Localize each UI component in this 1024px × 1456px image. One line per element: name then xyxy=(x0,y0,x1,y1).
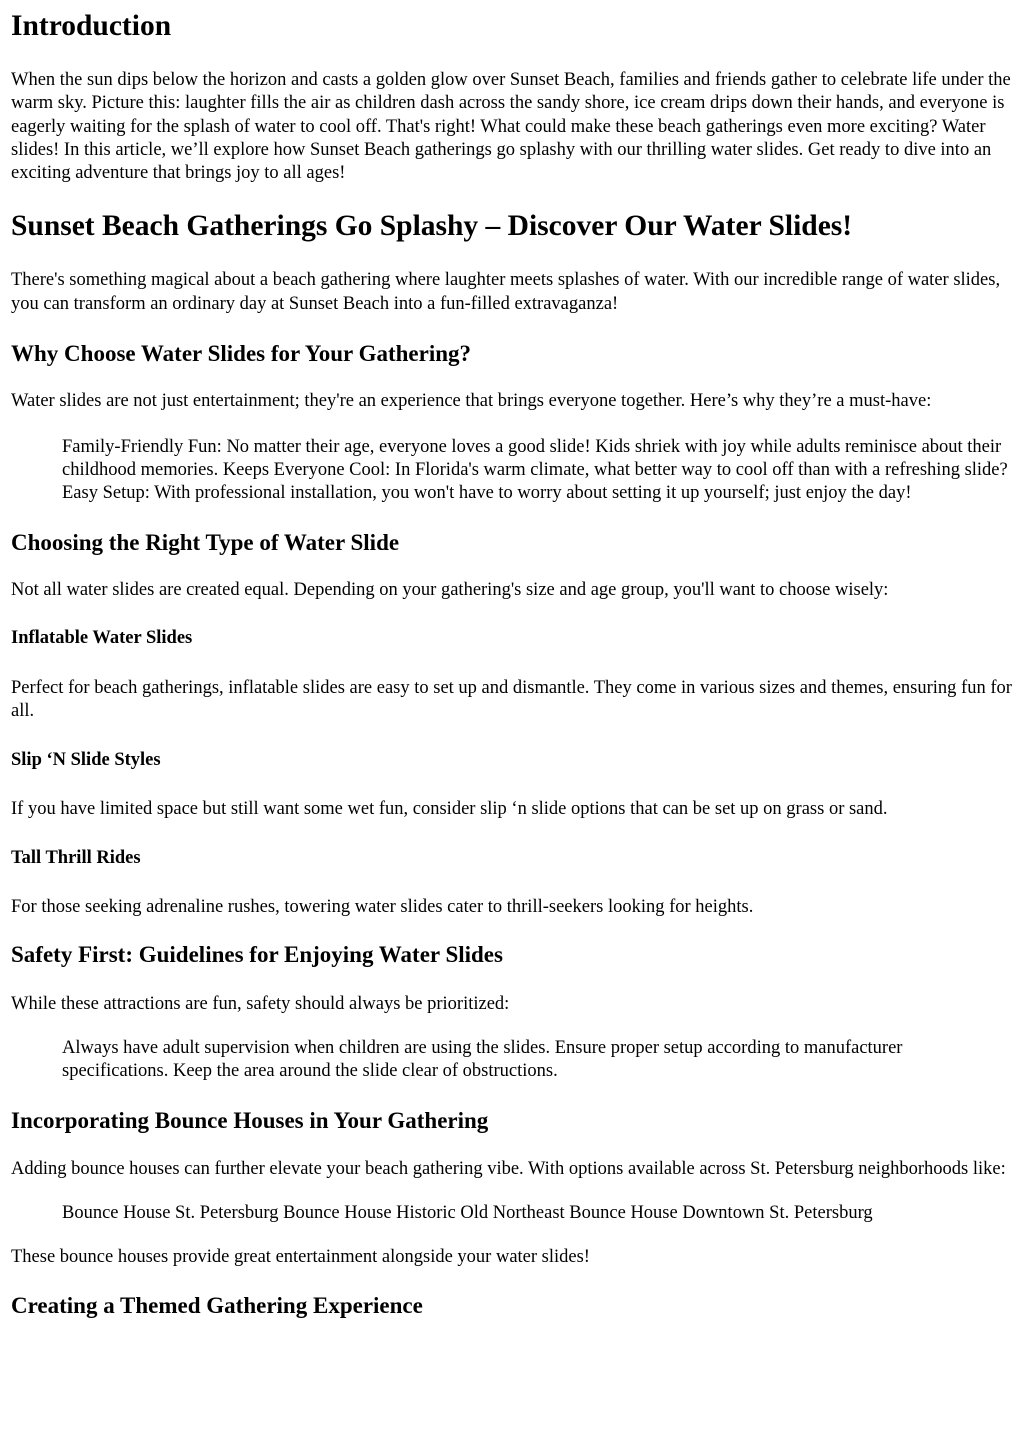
tall-paragraph: For those seeking adrenaline rushes, towering water slides cater to thrill-seekers looking for heights. xyxy=(11,896,754,917)
slip-paragraph: If you have limited space but still want some wet fun, consider slip ‘n slide options that can be set up on grass or sand. xyxy=(11,799,888,820)
slip-heading: Slip ‘N Slide Styles xyxy=(11,750,161,771)
tall-heading: Tall Thrill Rides xyxy=(11,847,141,868)
choosing-heading: Choosing the Right Type of Water Slide xyxy=(11,529,400,555)
why-heading: Why Choose Water Slides for Your Gathering? xyxy=(11,340,472,366)
inflatable-paragraph: Perfect for beach gatherings, inflatable slides are easy to set up and dismantle. They come in various sizes and themes, ensuring fun for all. xyxy=(11,677,1012,721)
choosing-paragraph: Not all water slides are created equal. Depending on your gathering's size and age group, you'll want to choose wisely: xyxy=(11,579,889,600)
main-paragraph: There's something magical about a beach gathering where laughter meets splashes of water. With our incredible range of water slides, you can transform an ordinary day at Sunset Beach into a fun-filled extravaganza! xyxy=(11,270,1001,314)
why-list-block: Family-Friendly Fun: No matter their age, everyone loves a good slide! Kids shriek with joy while adults reminisce about their childhood memories. Keeps Everyone Cool: In Florida's warm climate, what better way to cool off than with a refreshing slide? Easy Setup: With professional installation, you won't have to worry about setting it up yourself; just enjoy the day! xyxy=(62,436,1008,504)
safety-paragraph: While these attractions are fun, safety should always be prioritized: xyxy=(11,993,510,1014)
bounce-paragraph: Adding bounce houses can further elevate your beach gathering vibe. With options available across St. Petersburg neighborhoods like: xyxy=(11,1159,1006,1180)
main-heading: Sunset Beach Gatherings Go Splashy – Discover Our Water Slides! xyxy=(11,210,853,243)
intro-heading: Introduction xyxy=(11,10,172,42)
bounce-list-block: Bounce House St. Petersburg Bounce House Historic Old Northeast Bounce House Downtown St. Petersburg xyxy=(62,1203,873,1224)
article-page xyxy=(0,10,1024,1319)
safety-list-block: Always have adult supervision when children are using the slides. Ensure proper setup according to manufacturer specifications. Keep the area around the slide clear of obstructions. xyxy=(62,1038,903,1082)
bounce-heading: Incorporating Bounce Houses in Your Gathering xyxy=(11,1107,489,1133)
intro-paragraph: When the sun dips below the horizon and casts a golden glow over Sunset Beach, families and friends gather to celebrate life under the warm sky. Picture this: laughter fills the air as children dash across the sandy shore, ice cream drips down their hands, and everyone is eagerly waiting for the splash of water to cool off. That's right! What could make these beach gatherings even more exciting? Water slides! In this article, we’ll explore how Sunset Beach gatherings go splashy with our thrilling water slides. Get ready to dive into an exciting adventure that brings joy to all ages! xyxy=(11,69,1011,184)
safety-heading: Safety First: Guidelines for Enjoying Water Slides xyxy=(11,942,503,968)
bounce-closing-paragraph: These bounce houses provide great entertainment alongside your water slides! xyxy=(11,1246,590,1267)
inflatable-heading: Inflatable Water Slides xyxy=(11,628,193,649)
why-paragraph: Water slides are not just entertainment; they're an experience that brings everyone together. Here’s why they’re a must-have: xyxy=(11,391,932,412)
themed-heading: Creating a Themed Gathering Experience xyxy=(11,1292,423,1318)
